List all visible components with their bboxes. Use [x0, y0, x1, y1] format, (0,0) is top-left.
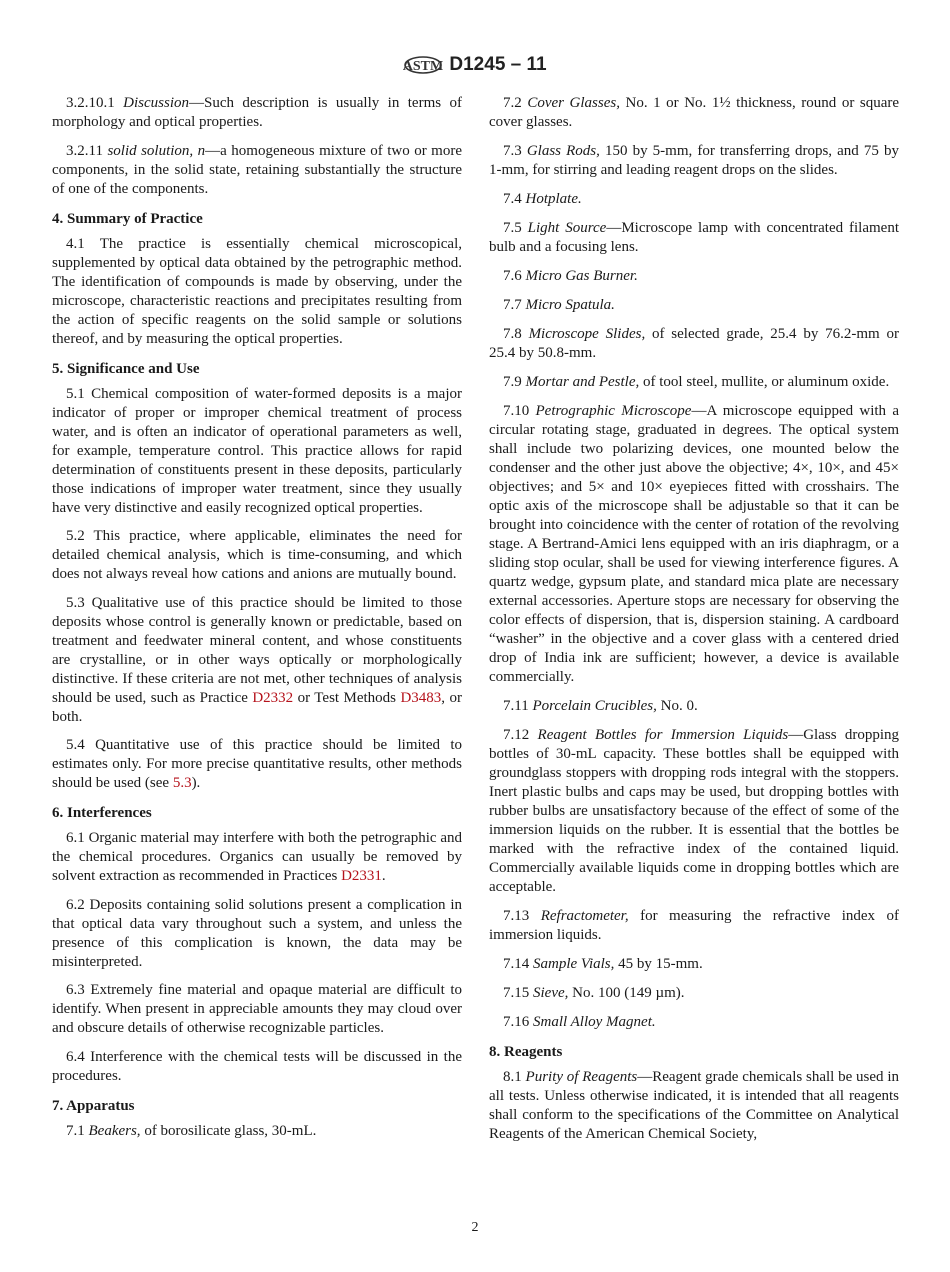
paragraph [52, 736, 462, 793]
term-text: Small Alloy Magnet. [533, 1014, 656, 1030]
text-run: 7.12 [503, 727, 538, 743]
section-heading: 4. Summary of Practice [52, 210, 203, 227]
text-run: of tool steel, mullite, or aluminum oxide. [639, 374, 890, 390]
text-run: 7.4 [503, 191, 526, 207]
text-run: 3.2.10.1 [66, 95, 124, 111]
paragraph [52, 829, 462, 886]
text-run: ). [191, 775, 201, 791]
term-text: solid solution, n [107, 142, 206, 159]
reference-link[interactable]: D2332 [252, 689, 294, 706]
astm-logo-icon [403, 52, 443, 78]
term-text: Cover Glasses, [527, 95, 620, 111]
paragraph [489, 726, 899, 897]
text-run: 6.1 Organic material may interfere with both the petrographic and the chemical procedures. Organics can usually be removed by solvent extraction as recommended in Practices [52, 830, 462, 884]
paragraph [489, 267, 899, 286]
text-run: 7.14 [503, 956, 533, 972]
term-text: Hotplate. [525, 191, 582, 207]
right-column [489, 94, 899, 1154]
text-run: 5.1 Chemical composition of water-formed deposits is a major indicator of proper or improper chemical treatment of process water, and is often an indicator of operational parameters as well, for example, temperature control. This practice allows for rapid determination of constituents present in these deposits, particularly those indications of improper water treatment, since they usually have very distinctive and easily recognized optical properties. [52, 385, 462, 516]
term-text: Light Source [527, 220, 607, 236]
reference-link[interactable]: 5.3 [172, 775, 192, 791]
section-heading: 8. Reagents [489, 1044, 563, 1060]
text-run: 4.1 The practice is essentially chemical microscopical, supplemented by optical data obtained by the petrographic method. The identification of compounds is made by observing, under the microscope, characteristic reactions and precipitates resulting from the action of specific reagents on the solid sample or solutions thereof, and by measuring the optical properties. [52, 235, 462, 347]
text-run: for measuring the refractive index of immersion liquids. [489, 908, 899, 943]
text-run: 6.2 Deposits containing solid solutions present a complication in that optical data vary throughout such a system, and unless the presence of this complication is known, the data may be misinterpreted. [52, 896, 462, 970]
text-run: . [381, 868, 386, 884]
term-text: Micro Gas Burner. [525, 268, 638, 284]
term-text: Porcelain Crucibles, [532, 698, 657, 714]
reference-link[interactable]: D2331 [341, 868, 382, 884]
text-run: No. 100 (149 µm). [568, 985, 685, 1001]
page-header [0, 52, 950, 78]
term-text: Petrographic Microscope [535, 403, 692, 419]
term-text: Mortar and Pestle, [525, 374, 640, 390]
term-text: Beakers, [88, 1122, 141, 1139]
text-run: No. 0. [656, 698, 698, 714]
text-run: 3.2.11 [66, 142, 108, 159]
section-heading: 7. Apparatus [52, 1097, 135, 1114]
paragraph [489, 907, 899, 945]
paragraph [489, 955, 899, 974]
reference-link[interactable]: D3483 [400, 689, 442, 706]
term-text: Sample Vials, [533, 956, 615, 972]
text-run: 7.16 [503, 1014, 533, 1030]
text-run: —Microscope lamp with concentrated filament bulb and a focusing lens. [489, 220, 899, 255]
term-text: Refractometer, [540, 908, 629, 924]
paragraph [489, 402, 899, 687]
text-run: 6.3 Extremely fine material and opaque material are difficult to identify. When present in appreciable amounts they may cloud over and obscure details of otherwise recognizable particles. [52, 982, 462, 1036]
text-run: No. 1 or No. 1½ thickness, round or square cover glasses. [489, 95, 900, 130]
paragraph [489, 984, 899, 1003]
paragraph [489, 1068, 899, 1144]
text-run: —A microscope equipped with a circular rotating stage, graduated in degrees. The optical system shall include two polarizing devices, one mounted below the condenser and the other just above the objective; 4×, 10×, and 45× objectives; and 5× and 10× eyepieces fitted with crosshairs. The optic axis of the microscope shall be adjustable so that it can be brought into coincidence with the center of rotation of the revolving stage. A Bertrand-Amici lens equipped with an iris diaphragm, or a sliding stop ocular, shall be used for viewing interference figures. A quartz wedge, gypsum plate, and standard mica plate are necessary external accessories. Aperture stops are necessary for observing the color effects of dispersion, that is, dispersion staining. A cardboard “washer” in the objective and a cover glass with a centered dried drop of India ink are sufficient; however, a device is available commercially. [489, 403, 899, 685]
paragraph [489, 1013, 899, 1032]
text-run: 45 by 15-mm. [614, 956, 703, 972]
paragraph [52, 1048, 462, 1086]
svg-text:ASTM: ASTM [403, 59, 444, 74]
paragraph [489, 697, 899, 716]
text-run: 7.6 [503, 268, 526, 284]
paragraph [489, 190, 899, 209]
text-run: 7.9 [503, 374, 526, 390]
paragraph [52, 235, 462, 349]
left-column [52, 94, 462, 1150]
text-run: 5.2 This practice, where applicable, eliminates the need for detailed chemical analysis, which is time-consuming, and which does not always reveal how cations and anions are mutually bound. [52, 528, 462, 582]
text-run: —Such description is usually in terms of morphology and optical properties. [52, 95, 462, 130]
paragraph [52, 594, 462, 727]
term-text: Glass Rods, [526, 143, 600, 159]
paragraph [52, 385, 462, 518]
paragraph [52, 142, 462, 199]
text-run: —a homogeneous mixture of two or more components, in the solid state, retaining substantially the structure of one of the components. [52, 142, 463, 197]
term-text: Reagent Bottles for Immersion Liquids [537, 727, 789, 743]
term-text: Microscope Slides, [528, 326, 646, 342]
paragraph [489, 142, 899, 180]
text-run: 5.4 Quantitative use of this practice should be limited to estimates only. For more precise quantitative results, other methods should be used (see [52, 737, 462, 791]
text-run: 7.7 [503, 297, 526, 313]
paragraph [489, 219, 899, 257]
text-run: 5.3 Qualitative use of this practice should be limited to those deposits whose control is generally known or predictable, based on treatment and feedwater mineral content, and whose constituents are crystalline, or in other ways optically or morphologically distinctive. If these criteria are not met, other techniques of analysis should be used, such as Practice [52, 594, 462, 706]
text-run: 7.8 [503, 326, 529, 342]
section-heading: 5. Significance and Use [52, 360, 200, 377]
paragraph [489, 325, 899, 363]
paragraph [489, 296, 899, 315]
text-run: 7.2 [503, 95, 528, 111]
text-run: 6.4 Interference with the chemical tests will be discussed in the procedures. [52, 1048, 462, 1084]
paragraph [52, 1122, 462, 1141]
text-run: or Test Methods [293, 689, 401, 706]
page-number: 2 [471, 1220, 479, 1235]
paragraph [52, 981, 462, 1038]
text-run: of selected grade, 25.4 by 76.2-mm or 25.4 by 50.8-mm. [489, 326, 900, 361]
paragraph [52, 527, 462, 584]
term-text: Micro Spatula. [525, 297, 615, 313]
text-run: of borosilicate glass, 30-mL. [140, 1122, 317, 1139]
text-run: 7.15 [503, 985, 533, 1001]
text-run: —Reagent grade chemicals shall be used in all tests. Unless otherwise indicated, it is intended that all reagents shall conform to the specifications of the Committee on Analytical Reagents of the American Chemical Society, [489, 1069, 899, 1142]
paragraph [52, 94, 462, 132]
paragraph [489, 94, 899, 132]
text-run: 8.1 [503, 1069, 526, 1085]
term-text: Purity of Reagents [525, 1069, 638, 1085]
text-run: —Glass dropping bottles of 30-mL capacity. These bottles shall be equipped with groundglass stoppers with dropping rods integral with the stoppers. Inert plastic bulbs and caps may be used, but dropping bottles with rubber bulbs are unsatisfactory because of the effect of some of the immersion liquids on the rubber. It is essential that the bottles be marked with the refractive index of the contained liquid. Commercially available liquids come in dropping bottles which are acceptable. [489, 727, 899, 895]
term-text: Sieve, [533, 985, 569, 1001]
text-run: 7.11 [503, 698, 533, 714]
text-run: 7.1 [66, 1122, 89, 1139]
text-run: 7.3 [503, 143, 527, 159]
text-run: , or both. [52, 689, 462, 725]
text-run: 7.10 [503, 403, 536, 419]
paragraph [489, 373, 899, 392]
document-id: D1245 – 11 [449, 54, 547, 75]
text-run: 150 by 5-mm, for transferring drops, and 75 by 1-mm, for stirring and leading reagent drops on the slides. [489, 143, 899, 178]
section-heading: 6. Interferences [52, 805, 152, 821]
text-run: 7.5 [503, 220, 528, 236]
text-run: 7.13 [503, 908, 541, 924]
term-text: Discussion [123, 95, 190, 111]
paragraph [52, 896, 462, 972]
